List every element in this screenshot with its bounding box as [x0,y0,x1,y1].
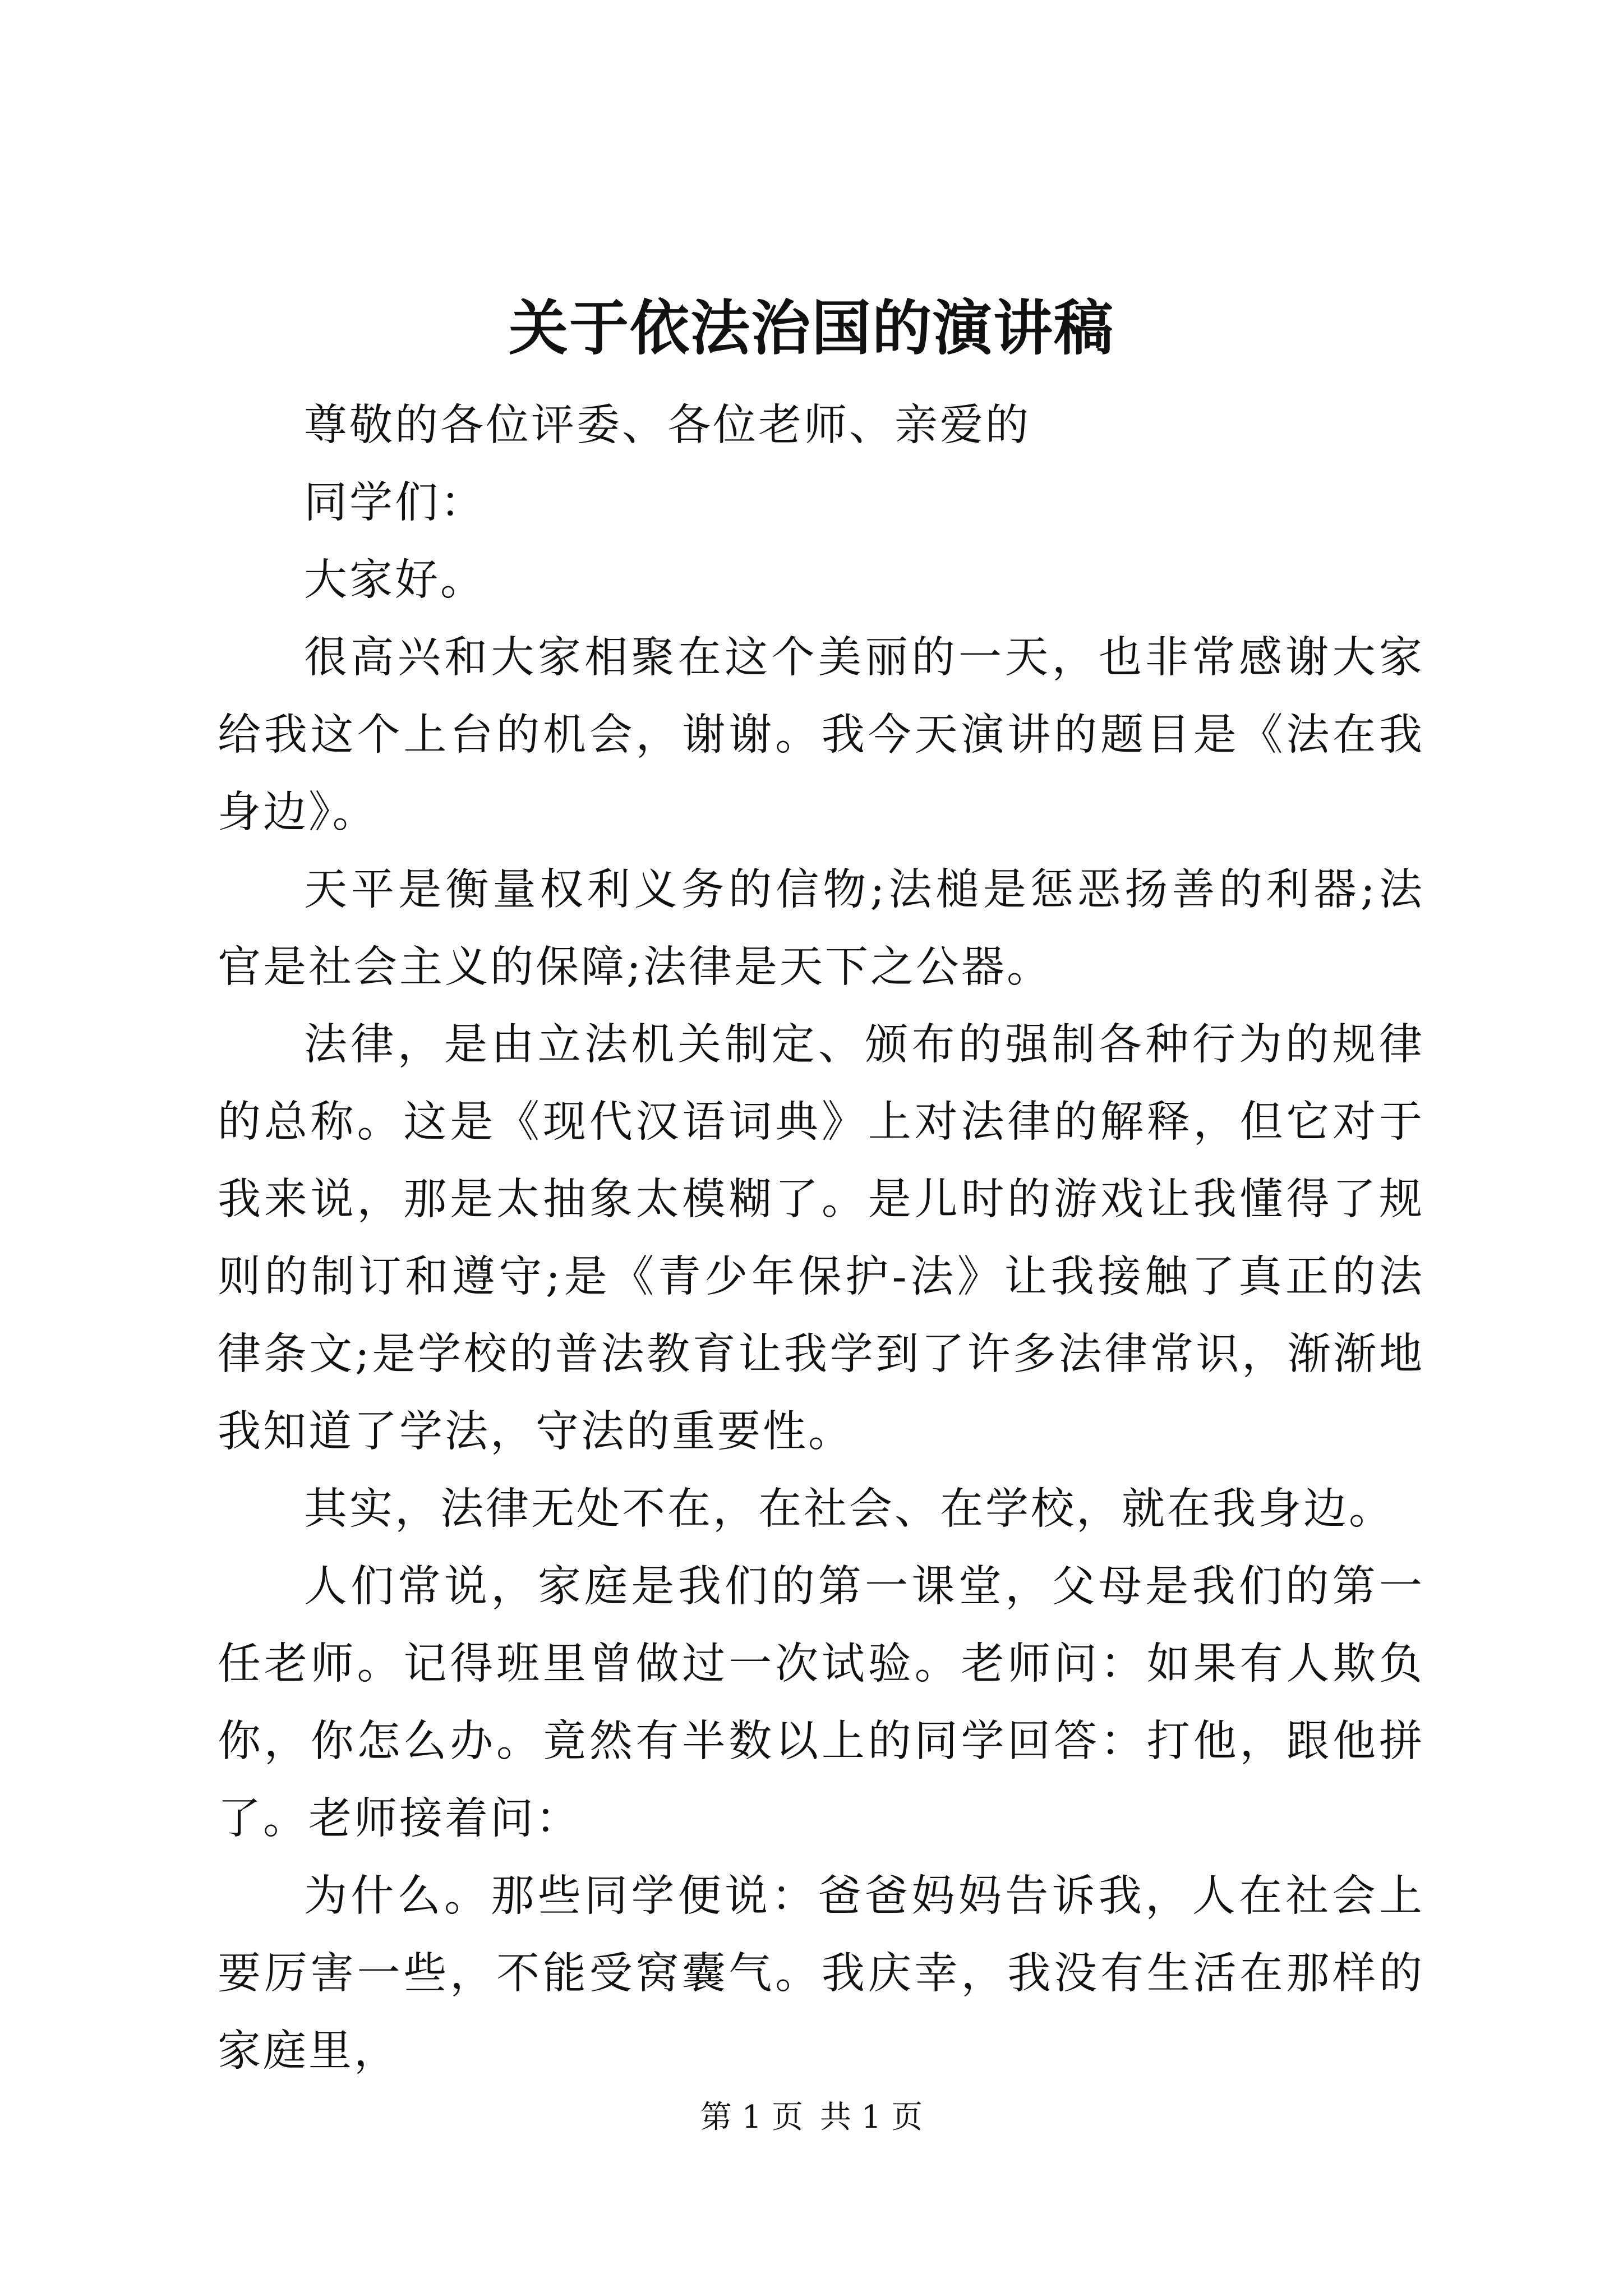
paragraph-greeting: 大家好。 [304,555,486,605]
paragraph-symbols: 天平是衡量权利义务的信物;法槌是惩恶扬善的利器;法官是社会主义的保障;法律是天下之公器。 [218,865,1424,992]
page-footer [0,2095,1623,2140]
document-title: 关于依法治国的演讲稿 [509,293,1114,363]
paragraph-family: 人们常说，家庭是我们的第一课堂，父母是我们的第一任老师。记得班里曾做过一次试验。老师问：如果有人欺负你，你怎么办。竟然有半数以上的同学回答：打他，跟他拼了。老师接着问： [218,1562,1424,1844]
paragraph-salutation: 尊敬的各位评委、各位老师、亲爱的 [304,401,1031,450]
paragraph-everywhere: 其实，法律无处不在，在社会、在学校，就在我身边。 [304,1484,1394,1534]
page-number: 第 1 页 [700,2099,803,2136]
paragraph-intro: 很高兴和大家相聚在这个美丽的一天，也非常感谢大家给我这个上台的机会，谢谢。我今天演讲的题目是《法在我身边》。 [218,633,1424,838]
paragraph-reason: 为什么。那些同学便说：爸爸妈妈告诉我，人在社会上要厉害一些，不能受窝囊气。我庆幸，我没有生活在那样的家庭里， [218,1871,1424,2076]
page-total: 共 1 页 [820,2099,923,2136]
document-body [218,387,1424,2090]
paragraph-salutation-cont: 同学们： [304,478,486,528]
paragraph-definition: 法律，是由立法机关制定、颁布的强制各种行为的规律的总称。这是《现代汉语词典》上对法律的解释，但它对于我来说，那是太抽象太模糊了。是儿时的游戏让我懂得了规则的制订和遵守;是《青少年保护-法》让我接触了真正的法律条文;是学校的普法教育让我学到了许多法律常识，渐渐地我知道了学法，守法的重要性。 [218,1020,1424,1457]
